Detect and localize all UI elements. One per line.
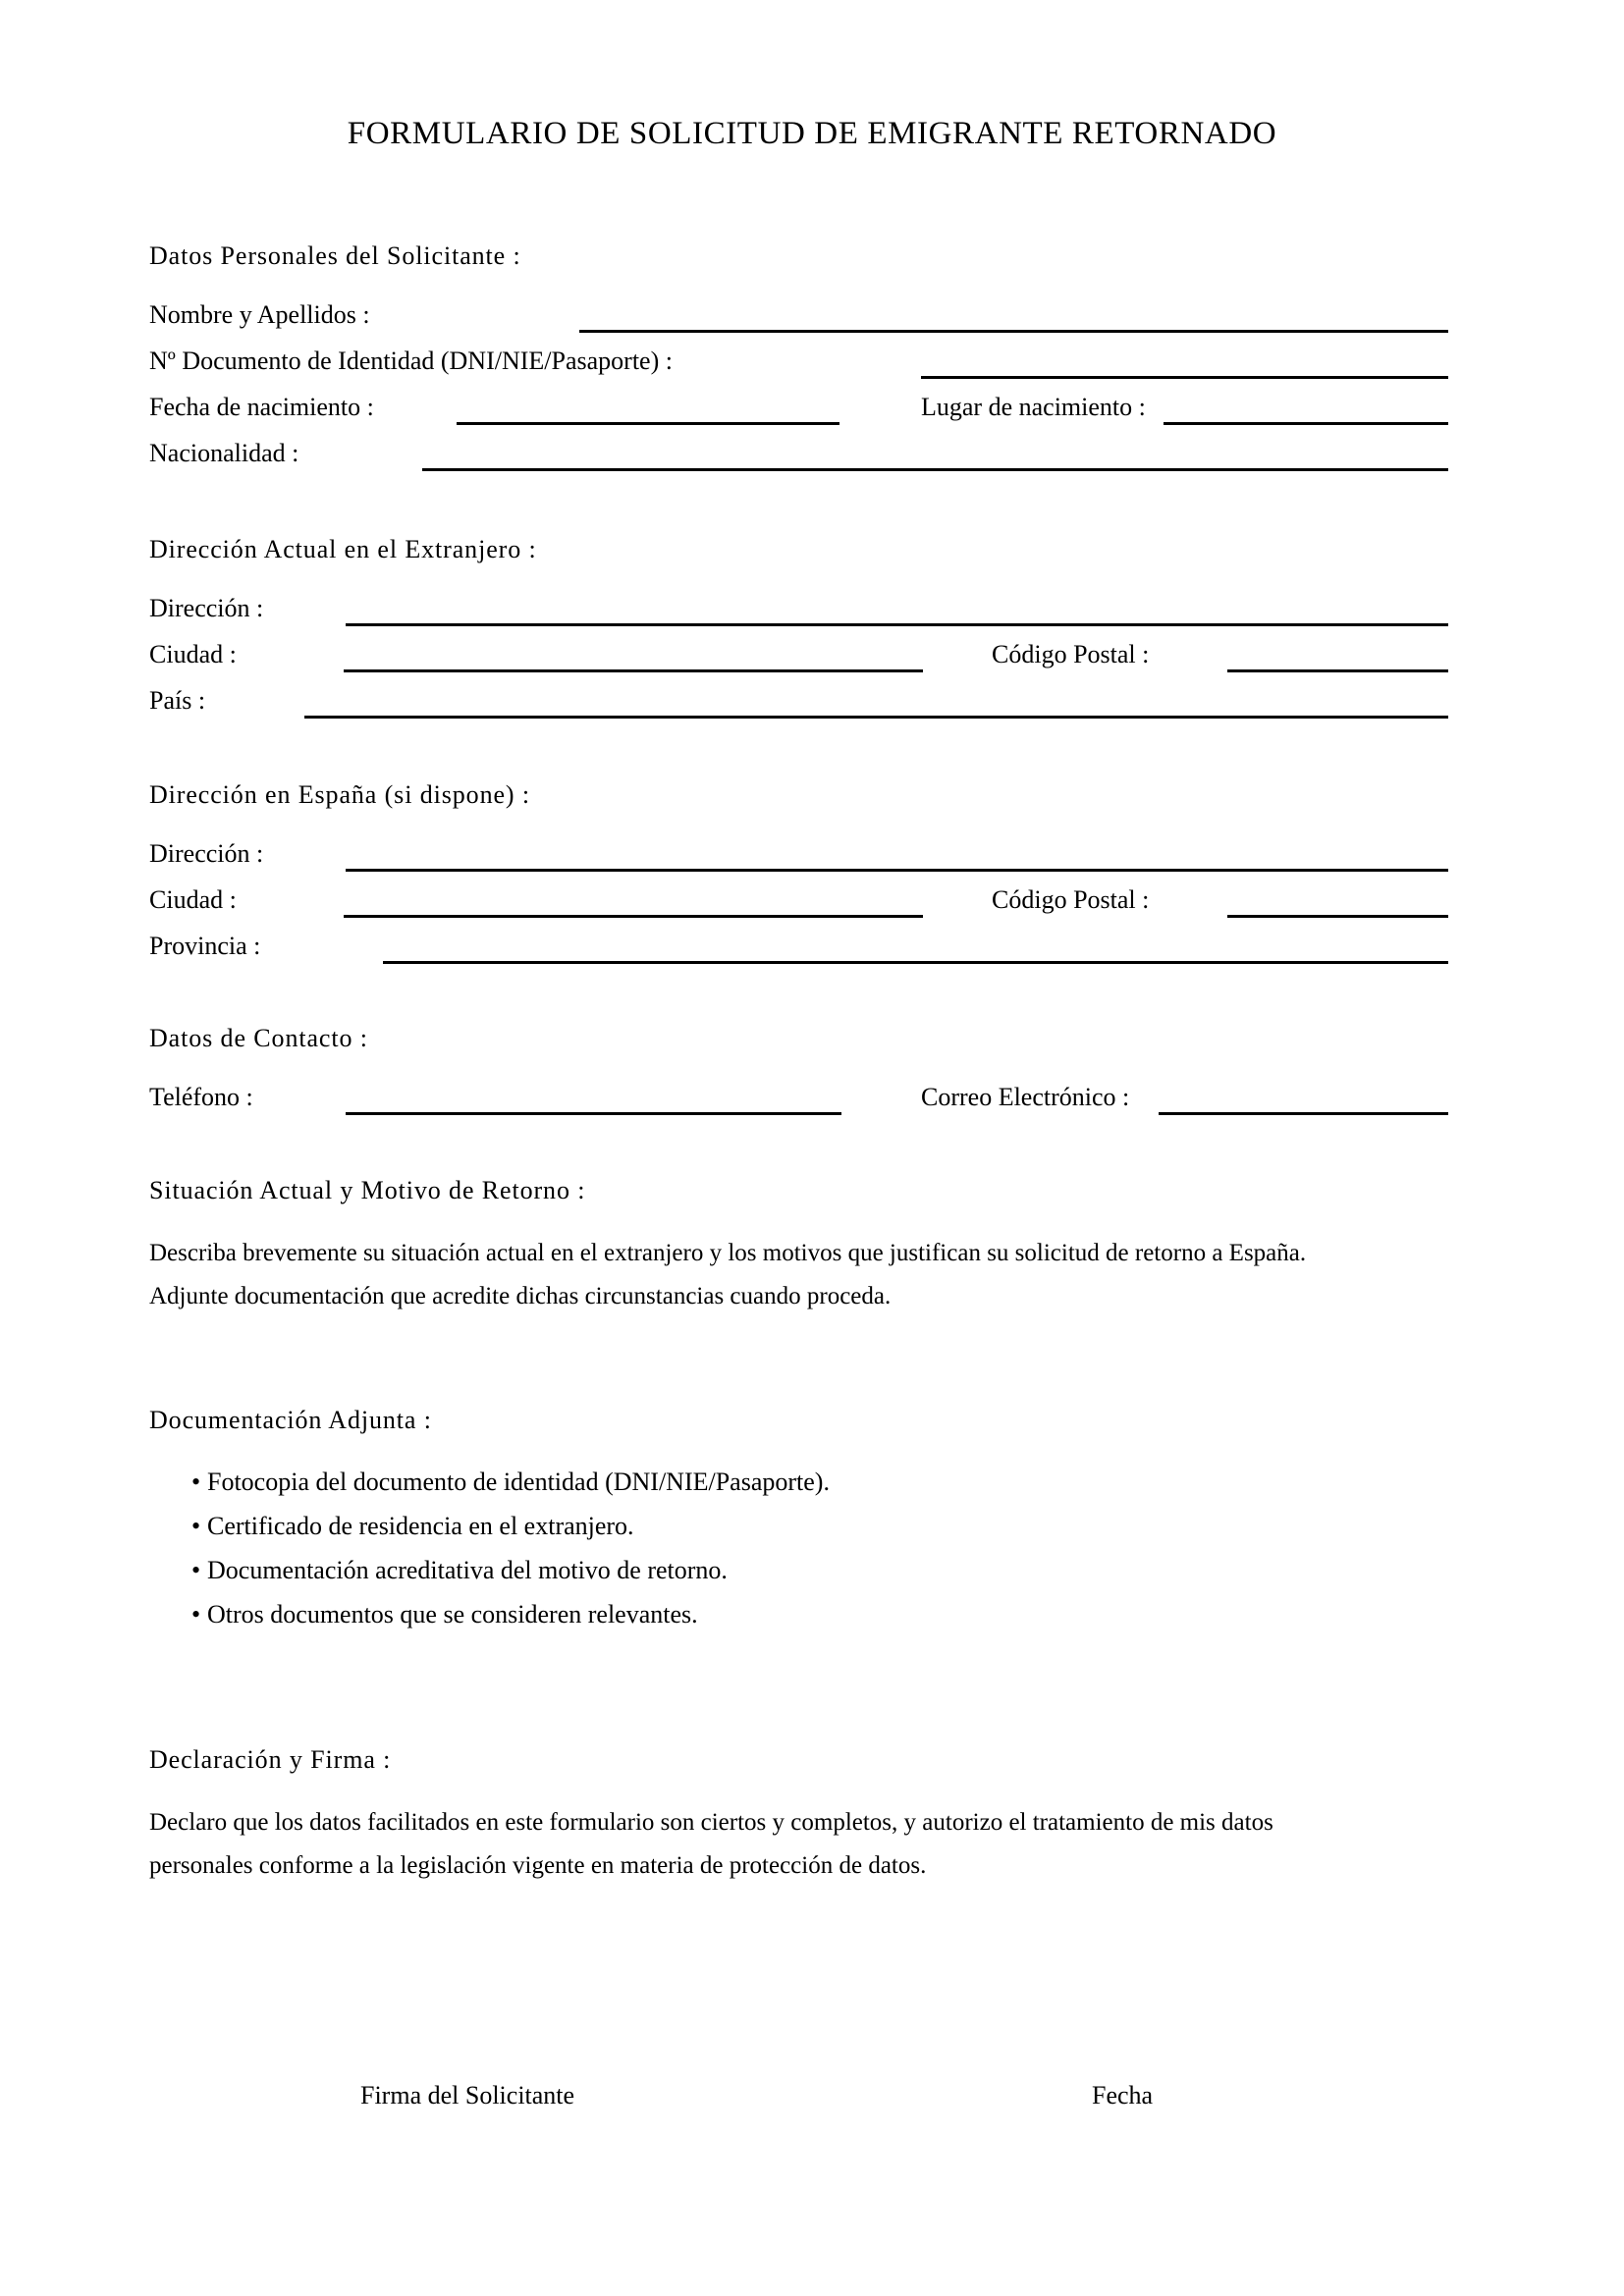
signature-label: Firma del Solicitante: [360, 2081, 575, 2109]
input-nacionalidad[interactable]: [422, 468, 1448, 471]
bullet-icon: •: [191, 1468, 201, 1496]
situation-paragraph: [149, 1232, 1465, 1318]
label-nacionalidad: Nacionalidad :: [149, 439, 299, 467]
label-spain-direccion: Dirección :: [149, 839, 264, 868]
label-spain-codigo-postal: Código Postal :: [992, 885, 1150, 914]
label-foreign-pais: País :: [149, 686, 206, 715]
declaration-paragraph-line-1: Declaro que los datos facilitados en este formulario son ciertos y completos, y autorizo el tratamiento de mis datos: [149, 1809, 1273, 1836]
label-foreign-direccion: Dirección :: [149, 594, 264, 622]
list-item: [191, 1512, 634, 1541]
list-item: [191, 1468, 830, 1497]
label-lugar-nacimiento: Lugar de nacimiento :: [921, 393, 1146, 421]
section-heading-personal-data: Datos Personales del Solicitante :: [149, 241, 521, 270]
input-foreign-ciudad[interactable]: [344, 669, 923, 672]
date-label: Fecha: [1092, 2081, 1154, 2109]
list-item: [191, 1556, 728, 1585]
input-documento-identidad[interactable]: [921, 376, 1448, 379]
label-telefono: Teléfono :: [149, 1083, 253, 1111]
section-heading-foreign-address: Dirección Actual en el Extranjero :: [149, 535, 537, 563]
label-foreign-codigo-postal: Código Postal :: [992, 640, 1150, 668]
list-item-label: Fotocopia del documento de identidad (DNI/NIE/Pasaporte).: [207, 1468, 830, 1496]
section-heading-contact-data: Datos de Contacto :: [149, 1024, 368, 1052]
input-spain-codigo-postal[interactable]: [1227, 915, 1448, 918]
label-fecha-nacimiento: Fecha de nacimiento :: [149, 393, 374, 421]
input-foreign-direccion[interactable]: [346, 623, 1448, 626]
input-lugar-nacimiento[interactable]: [1164, 422, 1448, 425]
label-documento-identidad: Nº Documento de Identidad (DNI/NIE/Pasaporte) :: [149, 347, 673, 375]
section-heading-situation: Situación Actual y Motivo de Retorno :: [149, 1176, 586, 1204]
label-spain-provincia: Provincia :: [149, 932, 261, 960]
bullet-icon: •: [191, 1512, 201, 1540]
input-spain-direccion[interactable]: [346, 869, 1448, 872]
declaration-paragraph: [149, 1801, 1465, 1888]
bullet-icon: •: [191, 1600, 201, 1629]
input-telefono[interactable]: [346, 1112, 841, 1115]
input-foreign-codigo-postal[interactable]: [1227, 669, 1448, 672]
declaration-paragraph-line-2: personales conforme a la legislación vigente en materia de protección de datos.: [149, 1852, 927, 1879]
label-spain-ciudad: Ciudad :: [149, 885, 237, 914]
input-foreign-pais[interactable]: [304, 716, 1448, 719]
section-heading-declaration: Declaración y Firma :: [149, 1745, 392, 1774]
section-heading-attached-docs: Documentación Adjunta :: [149, 1406, 432, 1434]
input-fecha-nacimiento[interactable]: [457, 422, 839, 425]
situation-paragraph-line-2: Adjunte documentación que acredite dichas circunstancias cuando proceda.: [149, 1283, 892, 1309]
section-heading-spain-address: Dirección en España (si dispone) :: [149, 780, 530, 809]
situation-paragraph-line-1: Describa brevemente su situación actual en el extranjero y los motivos que justifican su solicitud de retorno a España.: [149, 1240, 1307, 1266]
list-item-label: Documentación acreditativa del motivo de retorno.: [207, 1556, 728, 1584]
input-spain-ciudad[interactable]: [344, 915, 923, 918]
list-item: [191, 1600, 698, 1629]
list-item-label: Certificado de residencia en el extranjero.: [207, 1512, 634, 1540]
bullet-icon: •: [191, 1556, 201, 1584]
list-item-label: Otros documentos que se consideren relevantes.: [207, 1600, 698, 1629]
input-spain-provincia[interactable]: [383, 961, 1448, 964]
input-correo-electronico[interactable]: [1159, 1112, 1448, 1115]
page-title: FORMULARIO DE SOLICITUD DE EMIGRANTE RETORNADO: [347, 116, 1277, 151]
label-foreign-ciudad: Ciudad :: [149, 640, 237, 668]
label-correo-electronico: Correo Electrónico :: [921, 1083, 1130, 1111]
input-nombre-apellidos[interactable]: [579, 330, 1448, 333]
label-nombre-apellidos: Nombre y Apellidos :: [149, 300, 370, 329]
